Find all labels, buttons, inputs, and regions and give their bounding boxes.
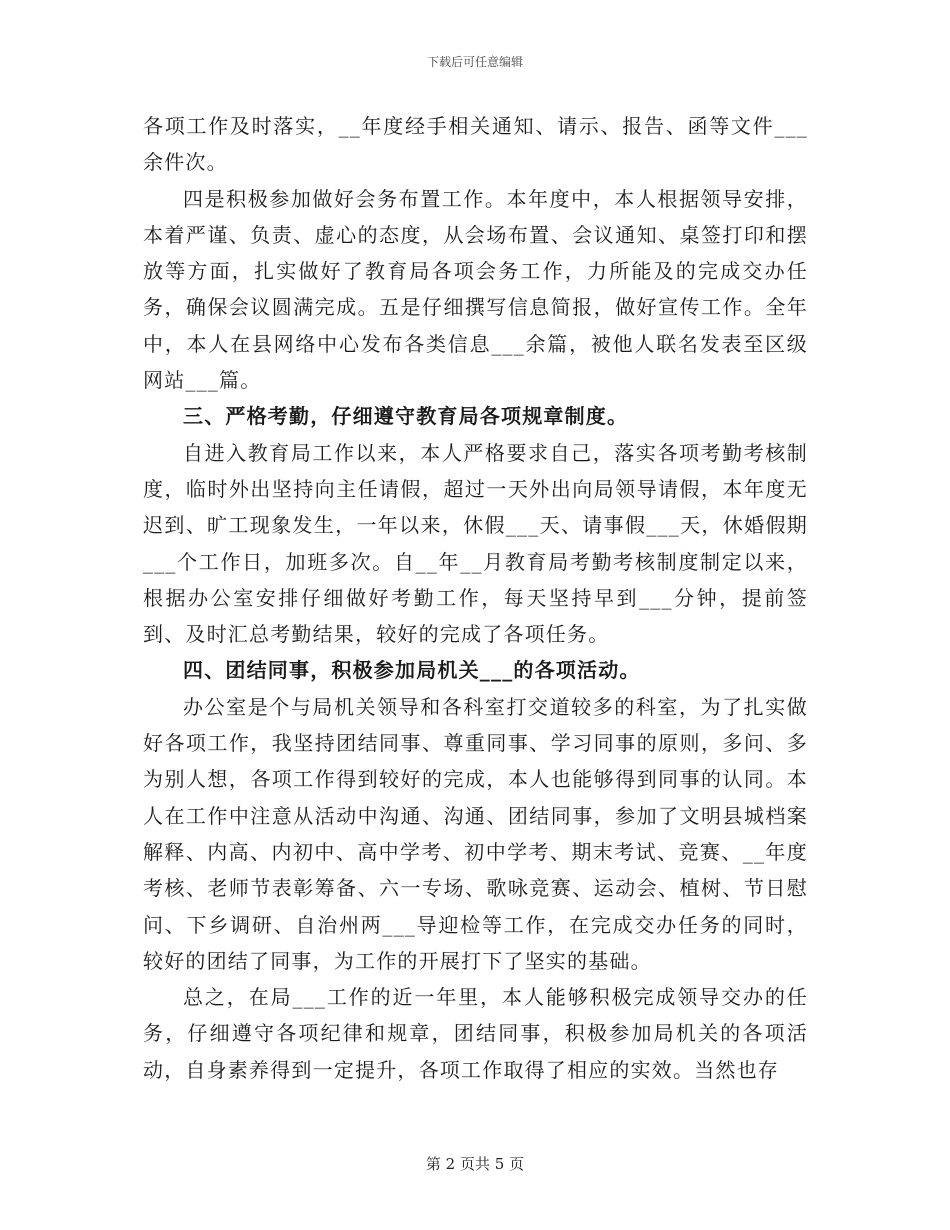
paragraph-continuation: 各项工作及时落实，__年度经手相关通知、请示、报告、函等文件___余件次。	[143, 114, 808, 175]
paragraph-attendance: 自进入教育局工作以来，本人严格要求自己，落实各项考勤考核制度，临时外出坚持向主任请假，超过一天外出向局领导请假，本年度无迟到、旷工现象发生，一年以来，休假___天、请事假___天，休婚假期___个工作日，加班多次。自__年__月教育局考勤考核制度制定以来，根据办公室安排仔细做好考勤工作，每天坚持早到___分钟，提前签到、及时汇总考勤结果，较好的完成了各项任务。	[143, 440, 808, 647]
section-heading-attendance: 三、严格考勤，仔细遵守教育局各项规章制度。	[183, 404, 629, 429]
page-footer: 第 2 页共 5 页	[425, 1155, 525, 1173]
section-heading-unity: 四、团结同事，积极参加局机关___的各项活动。	[183, 658, 641, 683]
document-body	[143, 108, 808, 1088]
paragraph-unity: 办公室是个与局机关领导和各科室打交道较多的科室，为了扎实做好各项工作，我坚持团结同事、尊重同事、学习同事的原则，多问、多为别人想，各项工作得到较好的完成，本人也能够得到同事的认同。本人在工作中注意从活动中沟通、沟通、团结同事，参加了文明县城档案解释、内高、内初中、高中学考、初中学考、期末考试、竞赛、__年度考核、老师节表彰筹备、六一专场、歌咏竞赛、运动会、植树、节日慰问、下乡调研、自治州两___导迎检等工作，在完成交办任务的同时，较好的团结了同事，为工作的开展打下了坚实的基础。	[143, 694, 808, 973]
paragraph-meeting-work: 四是积极参加做好会务布置工作。本年度中，本人根据领导安排，本着严谨、负责、虚心的态度，从会场布置、会议通知、桌签打印和摆放等方面，扎实做好了教育局各项会务工作，力所能及的完成交办任务，确保会议圆满完成。五是仔细撰写信息简报，做好宣传工作。全年中，本人在县网络中心发布各类信息___余篇，被他人联名发表至区级网站___篇。	[143, 186, 808, 393]
paragraph-summary: 总之，在局___工作的近一年里，本人能够积极完成领导交办的任务，仔细遵守各项纪律和规章，团结同事，积极参加局机关的各项活动，自身素养得到一定提升，各项工作取得了相应的实效。当然也存	[143, 985, 808, 1082]
page-header: 下载后可任意编辑	[426, 55, 523, 69]
